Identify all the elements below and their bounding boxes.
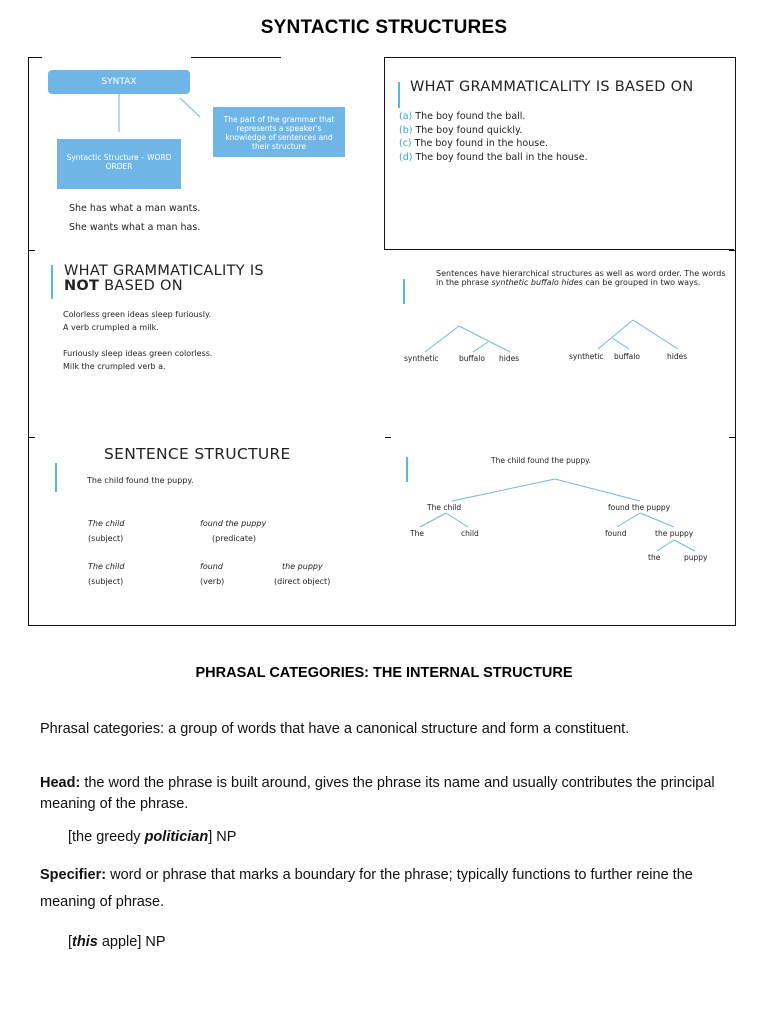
example-text: [ bbox=[68, 934, 73, 950]
item-label: (b) bbox=[399, 124, 413, 136]
cell: (direct object) bbox=[274, 577, 331, 586]
example-np-1 bbox=[68, 827, 668, 848]
definition-box: The part of the grammar that represents a speaker's knowledge of sentences and their structure bbox=[213, 107, 345, 157]
text-italic: synthetic buffalo hides bbox=[491, 278, 583, 287]
document-title: SYNTACTIC STRUCTURES bbox=[260, 17, 508, 38]
item-label: (c) bbox=[399, 138, 412, 149]
item-text: The boy found the ball in the house. bbox=[415, 151, 588, 163]
item-label: (a) bbox=[399, 111, 413, 122]
text-part: Sentences have hierarchical structures as well as word order. The words in the phrase bbox=[436, 269, 726, 287]
paragraph-specifier bbox=[40, 862, 730, 916]
item-text: The boy found quickly. bbox=[415, 124, 523, 136]
example-line: Furiously sleep ideas green colorless. bbox=[63, 349, 213, 358]
example-line: Colorless green ideas sleep furiously. bbox=[63, 310, 212, 319]
cell: The child bbox=[88, 562, 125, 571]
heading-line-1: WHAT GRAMMATICALITY IS bbox=[64, 263, 264, 279]
example-line: A verb crumpled a milk. bbox=[63, 323, 159, 332]
tree-root: The child found the puppy. bbox=[491, 456, 591, 465]
slide5-heading: SENTENCE STRUCTURE bbox=[104, 445, 291, 463]
heading-rest: BASED ON bbox=[99, 278, 183, 294]
example-np-2 bbox=[68, 932, 668, 953]
cell: (subject) bbox=[88, 534, 124, 543]
slide1-sentence-1: She has what a man wants. bbox=[69, 203, 201, 214]
tree-leaf: The bbox=[410, 529, 424, 538]
tree1-leaf: hides bbox=[499, 354, 520, 363]
syntax-box: SYNTAX bbox=[48, 70, 190, 94]
tree1-leaf: synthetic bbox=[404, 354, 439, 363]
example-specifier-word: this bbox=[72, 934, 98, 950]
tree-leaf: found bbox=[605, 529, 627, 538]
example-head-word: politician bbox=[144, 829, 209, 845]
example-text: apple] NP bbox=[97, 934, 166, 950]
paragraph-head bbox=[40, 773, 730, 815]
cell: the puppy bbox=[282, 562, 323, 571]
text-part: can be grouped in two ways. bbox=[582, 278, 701, 287]
tree2-leaf: synthetic bbox=[569, 352, 604, 361]
example-line: Milk the crumpled verb a. bbox=[63, 362, 166, 371]
item-text: The boy found the ball. bbox=[415, 111, 526, 122]
head-label: Head: bbox=[40, 775, 81, 791]
slide1-sentence-2: She wants what a man has. bbox=[69, 222, 201, 233]
head-text: the word the phrase is built around, gives the phrase its name and usually contributes the principal meaning of the phrase. bbox=[40, 775, 715, 812]
tree-node-np2: the puppy bbox=[655, 529, 694, 538]
tree-node-np: The child bbox=[427, 503, 462, 512]
example-text: [the greedy bbox=[68, 829, 145, 845]
cell: found the puppy bbox=[200, 519, 267, 528]
word-order-box: Syntactic Structure – WORD ORDER bbox=[57, 139, 181, 189]
example-text: ] NP bbox=[208, 829, 237, 845]
tree-leaf: child bbox=[461, 529, 479, 538]
tree2-leaf: buffalo bbox=[614, 352, 640, 361]
tree2-leaf: hides bbox=[667, 352, 688, 361]
cell: (predicate) bbox=[212, 534, 257, 543]
cell: (verb) bbox=[200, 577, 225, 586]
cell: (subject) bbox=[88, 577, 124, 586]
tree1-leaf: buffalo bbox=[459, 354, 485, 363]
section-title: PHRASAL CATEGORIES: THE INTERNAL STRUCTURE bbox=[195, 665, 573, 681]
cell: found bbox=[200, 562, 223, 571]
item-label: (d) bbox=[399, 151, 413, 163]
tree-leaf: the bbox=[648, 553, 661, 562]
slide5-sentence: The child found the puppy. bbox=[87, 476, 194, 485]
specifier-text: word or phrase that marks a boundary for the phrase; typically functions to further reine the meaning of phrase. bbox=[40, 867, 693, 910]
item-text: The boy found in the house. bbox=[414, 138, 549, 149]
specifier-label: Specifier: bbox=[40, 867, 107, 883]
heading-not: NOT bbox=[64, 278, 100, 294]
paragraph-phrasal-categories: Phrasal categories: a group of words that have a canonical structure and form a constituent. bbox=[40, 721, 630, 737]
tree-node-vp: found the puppy bbox=[608, 503, 671, 512]
slide2-heading: WHAT GRAMMATICALITY IS BASED ON bbox=[410, 79, 694, 95]
cell: The child bbox=[88, 519, 125, 528]
tree-leaf: puppy bbox=[684, 553, 708, 562]
